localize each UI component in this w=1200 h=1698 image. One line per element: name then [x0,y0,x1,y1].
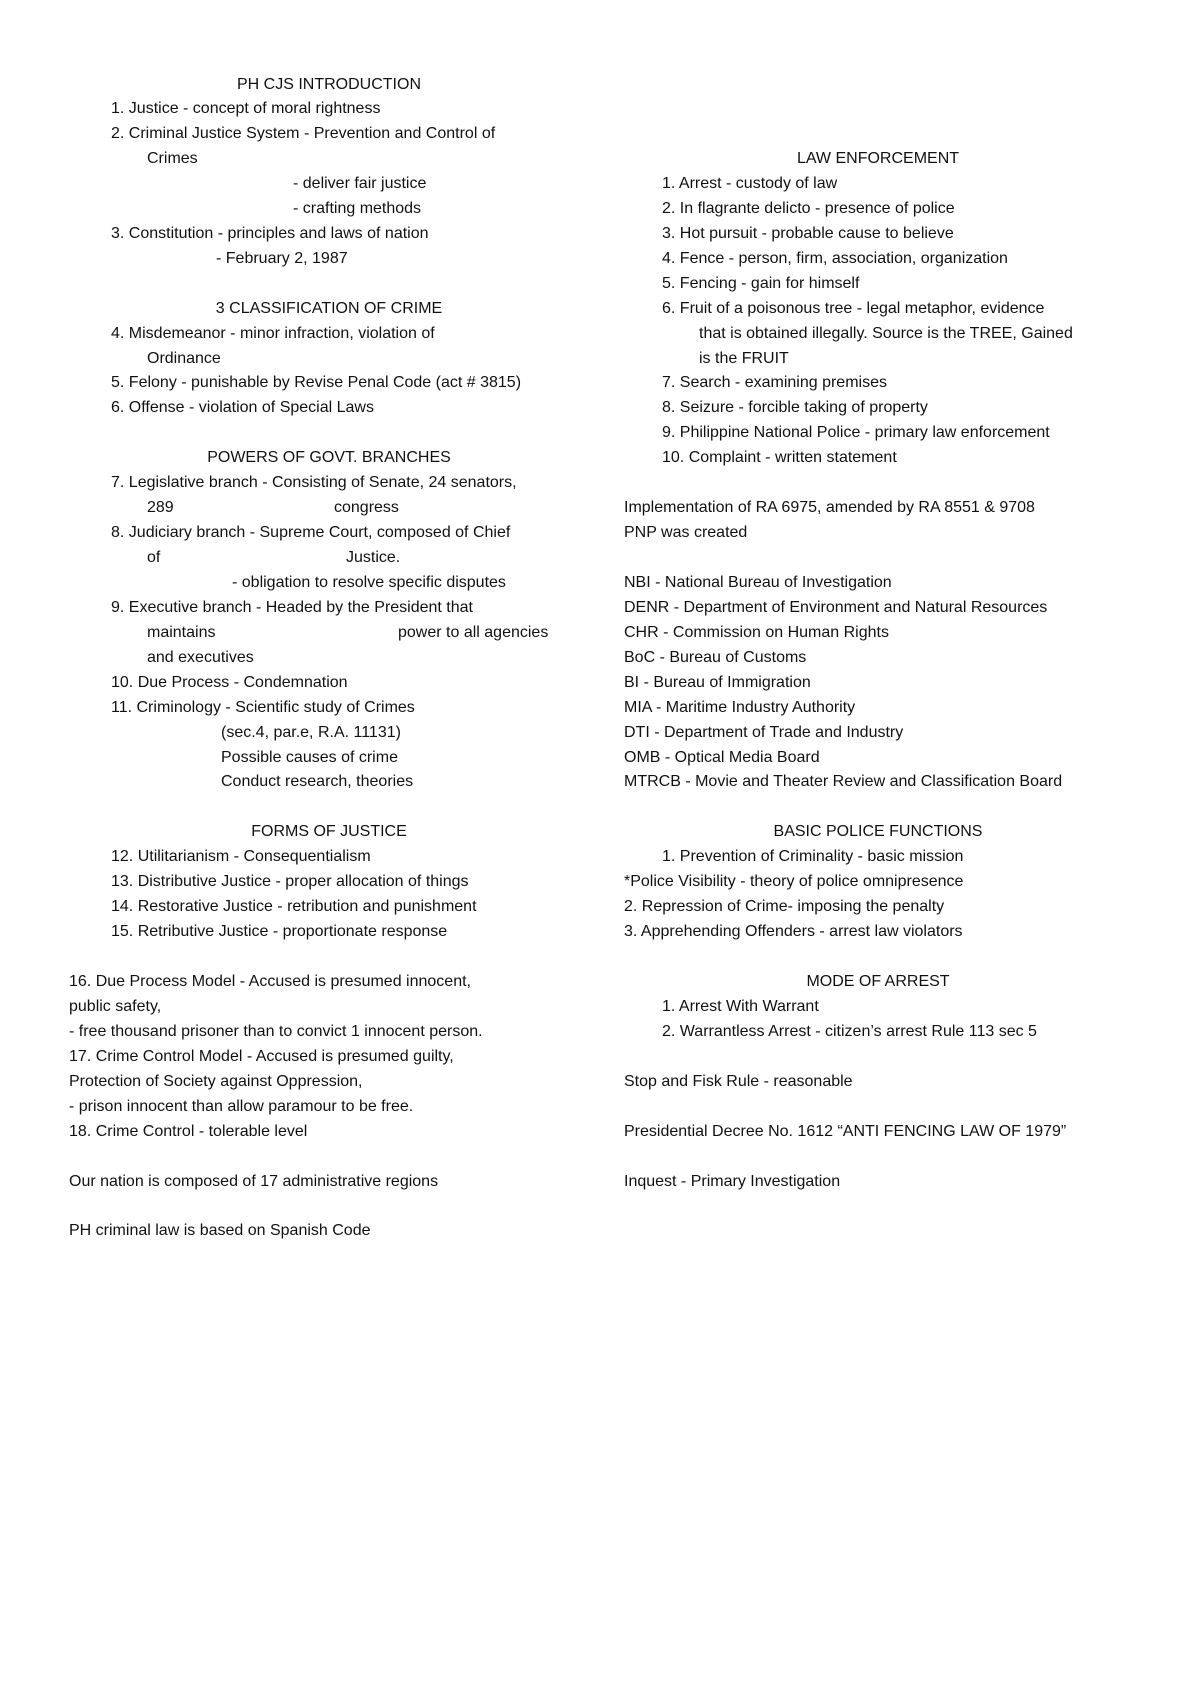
item-fruit-of-poisonous-tree-c: is the FRUIT [699,350,789,367]
agency-denr: DENR - Department of Environment and Natural Resources [624,599,1048,616]
item-crime-control: 18. Crime Control - tolerable level [69,1123,308,1140]
item-retributive-justice: 15. Retributive Justice - proportionate response [111,923,448,940]
heading-basic-police-functions: BASIC POLICE FUNCTIONS [773,823,983,840]
note-spanish-code: PH criminal law is based on Spanish Code [69,1222,371,1239]
item-prevention-of-criminality: 1. Prevention of Criminality - basic mission [662,848,964,865]
item-crime-control-model: 17. Crime Control Model - Accused is presumed guilty, [69,1048,454,1065]
item-executive-maintains: maintains [147,624,216,641]
item-complaint: 10. Complaint - written statement [662,449,897,466]
agency-omb: OMB - Optical Media Board [624,749,820,766]
item-repression-of-crime: 2. Repression of Crime- imposing the penalty [624,898,945,915]
item-fruit-of-poisonous-tree: 6. Fruit of a poisonous tree - legal metaphor, evidence [662,300,1045,317]
heading-forms-of-justice: FORMS OF JUSTICE [251,823,407,840]
item-criminal-justice-system-cont: Crimes [147,150,198,167]
item-due-process-model: 16. Due Process Model - Accused is presumed innocent, [69,973,471,990]
agency-mtrcb: MTRCB - Movie and Theater Review and Classification Board [624,773,1063,790]
item-search: 7. Search - examining premises [662,374,887,391]
item-misdemeanor: 4. Misdemeanor - minor infraction, violation of [111,325,435,342]
item-crime-control-model-c: - prison innocent than allow paramour to be free. [69,1098,414,1115]
item-executive-branch: 9. Executive branch - Headed by the President that [111,599,473,616]
item-constitution: 3. Constitution - principles and laws of nation [111,225,429,242]
note-pnp-created: PNP was created [624,524,748,541]
heading-classification-of-crime: 3 CLASSIFICATION OF CRIME [215,300,443,317]
item-fence: 4. Fence - person, firm, association, organization [662,250,1008,267]
item-apprehending-offenders: 3. Apprehending Offenders - arrest law violators [624,923,963,940]
item-criminology-ref: (sec.4, par.e, R.A. 11131) [221,724,401,741]
item-crime-control-model-b: Protection of Society against Oppression, [69,1073,363,1090]
item-legislative-congress: congress [334,499,399,516]
heading-powers-of-govt-branches: POWERS OF GOVT. BRANCHES [207,449,451,466]
item-distributive-justice: 13. Distributive Justice - proper allocation of things [111,873,469,890]
item-constitution-date: - February 2, 1987 [216,250,348,267]
item-warrantless-arrest: 2. Warrantless Arrest - citizen’s arrest Rule 113 sec 5 [662,1023,1037,1040]
item-offense: 6. Offense - violation of Special Laws [111,399,374,416]
item-executive-power: power to all agencies [398,624,549,641]
item-philippine-national-police: 9. Philippine National Police - primary law enforcement [662,424,1050,441]
item-due-process-model-b: public safety, [69,998,162,1015]
item-judiciary-of: of [147,549,161,566]
item-judiciary-obligation: - obligation to resolve specific disputes [232,574,506,591]
item-legislative-count: 289 [147,499,174,516]
note-ra-6975: Implementation of RA 6975, amended by RA 8551 & 9708 [624,499,1035,516]
item-arrest: 1. Arrest - custody of law [662,175,838,192]
item-crafting-methods: - crafting methods [293,200,422,217]
item-deliver-fair-justice: - deliver fair justice [293,175,427,192]
item-felony: 5. Felony - punishable by Revise Penal Code (act # 3815) [111,374,522,391]
heading-ph-cjs-introduction: PH CJS INTRODUCTION [237,76,421,93]
agency-bi: BI - Bureau of Immigration [624,674,811,691]
note-administrative-regions: Our nation is composed of 17 administrative regions [69,1173,439,1190]
item-criminology-research: Conduct research, theories [221,773,414,790]
item-criminology: 11. Criminology - Scientific study of Crimes [111,699,415,716]
item-justice: 1. Justice - concept of moral rightness [111,100,381,117]
item-restorative-justice: 14. Restorative Justice - retribution and punishment [111,898,477,915]
item-due-process-model-c: - free thousand prisoner than to convict 1 innocent person. [69,1023,483,1040]
item-judiciary-justice: Justice. [346,549,401,566]
item-due-process: 10. Due Process - Condemnation [111,674,348,691]
agency-dti: DTI - Department of Trade and Industry [624,724,904,741]
heading-law-enforcement: LAW ENFORCEMENT [796,150,960,167]
agency-chr: CHR - Commission on Human Rights [624,624,889,641]
agency-nbi: NBI - National Bureau of Investigation [624,574,892,591]
note-presidential-decree: Presidential Decree No. 1612 “ANTI FENCING LAW OF 1979” [624,1123,1067,1140]
agency-mia: MIA - Maritime Industry Authority [624,699,856,716]
item-fencing: 5. Fencing - gain for himself [662,275,860,292]
agency-boc: BoC - Bureau of Customs [624,649,807,666]
item-in-flagrante-delicto: 2. In flagrante delicto - presence of police [662,200,955,217]
item-judiciary-branch: 8. Judiciary branch - Supreme Court, composed of Chief [111,524,511,541]
item-fruit-of-poisonous-tree-b: that is obtained illegally. Source is the TREE, Gained [699,325,1073,342]
note-inquest: Inquest - Primary Investigation [624,1173,841,1190]
item-arrest-with-warrant: 1. Arrest With Warrant [662,998,819,1015]
item-executive-cont: and executives [147,649,254,666]
item-criminology-causes: Possible causes of crime [221,749,398,766]
item-utilitarianism: 12. Utilitarianism - Consequentialism [111,848,371,865]
item-misdemeanor-cont: Ordinance [147,350,221,367]
item-seizure: 8. Seizure - forcible taking of property [662,399,928,416]
note-stop-and-fisk-rule: Stop and Fisk Rule - reasonable [624,1073,853,1090]
item-criminal-justice-system: 2. Criminal Justice System - Prevention and Control of [111,125,496,142]
heading-mode-of-arrest: MODE OF ARREST [806,973,950,990]
item-police-visibility: *Police Visibility - theory of police omnipresence [624,873,964,890]
item-hot-pursuit: 3. Hot pursuit - probable cause to believe [662,225,954,242]
item-legislative-branch: 7. Legislative branch - Consisting of Senate, 24 senators, [111,474,517,491]
